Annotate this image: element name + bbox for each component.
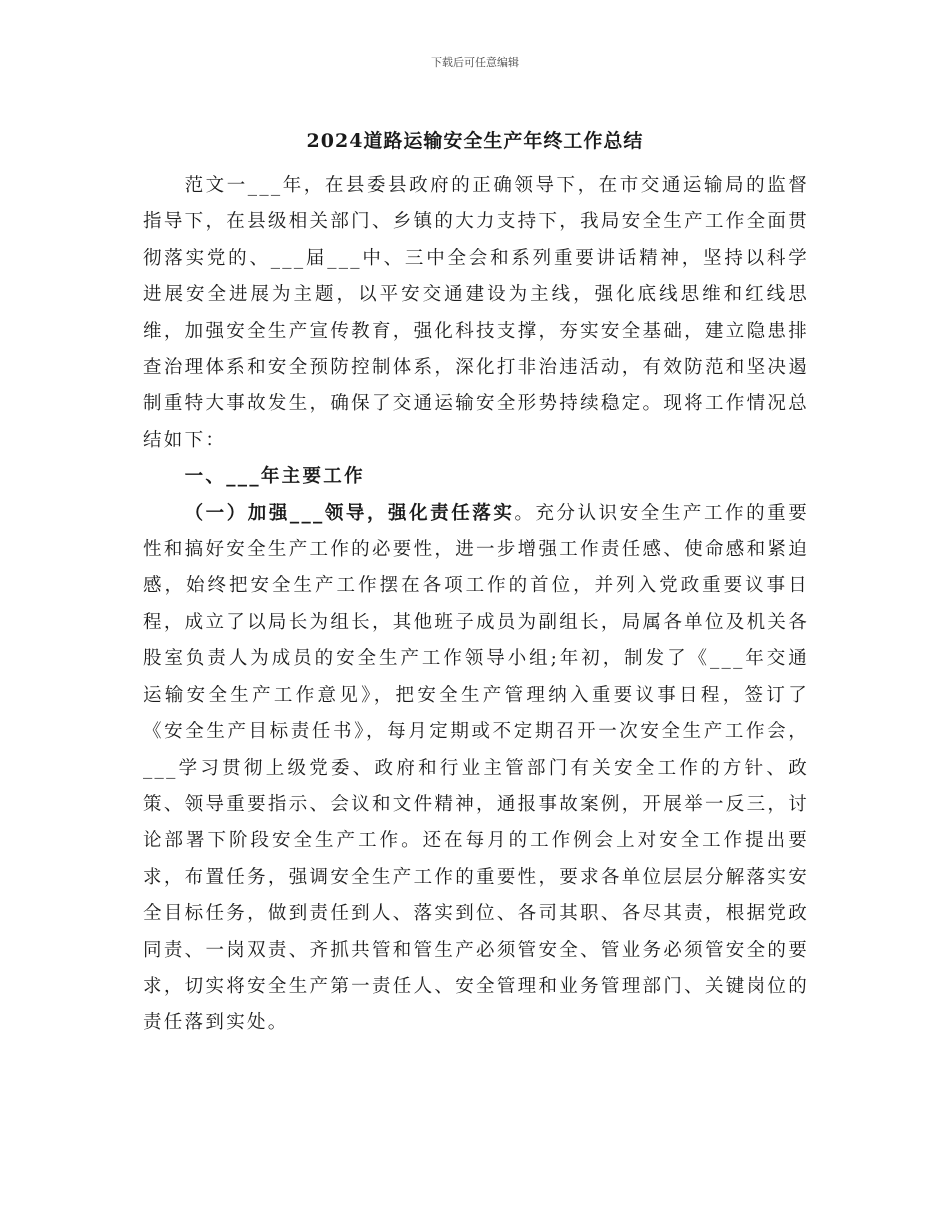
intro-paragraph: 范文一___年，在县委县政府的正确领导下，在市交通运输局的监督指导下，在县级相关部门、乡镇的大力支持下，我局安全生产工作全面贯彻落实党的、___届___中、三中全会和系列重要讲话精神，坚持以科学进展安全进展为主题，以平安交通建设为主线，强化底线思维和红线思维，加强安全生产宣传教育，强化科技支撑，夯实安全基础，建立隐患排查治理体系和安全预防控制体系，深化打非治违活动，有效防范和坚决遏制重特大事故发生，确保了交通运输安全形势持续稳定。现将工作情况总结如下： bbox=[143, 175, 809, 451]
subsection-text: 。充分认识安全生产工作的重要性和搞好安全生产工作的必要性，进一步增强工作责任感、使命感和紧迫感，始终把安全生产工作摆在各项工作的首位，并列入党政重要议事日程，成立了以局长为组长，其他班子成员为副组长，局属各单位及机关各股室负责人为成员的安全生产工作领导小组;年初，制发了《___年交通运输安全生产工作意见》，把安全生产管理纳入重要议事日程，签订了《安全生产目标责任书》，每月定期或不定期召开一次安全生产工作会，___学习贯彻上级党委、政府和行业主管部门有关安全工作的方针、政策、领导重要指示、会议和文件精神，通报事故案例，开展举一反三，讨论部署下阶段安全生产工作。还在每月的工作例会上对安全工作提出要求，布置任务，强调安全生产工作的重要性，要求各单位层层分解落实安全目标任务，做到责任到人、落实到位、各司其职、各尽其责，根据党政同责、一岗双责、齐抓共管和管生产必须管安全、管业务必须管安全的要求，切实将安全生产第一责任人、安全管理和业务管理部门、关键岗位的责任落到实处。 bbox=[143, 502, 810, 1034]
document-title: 2024道路运输安全生产年终工作总结 bbox=[306, 130, 644, 152]
section-heading: 一、___年主要工作 bbox=[184, 466, 365, 488]
subsection-lead: （一）加强___领导，强化责任落实 bbox=[184, 502, 515, 524]
page-header-note: 下载后可任意编辑 bbox=[431, 56, 519, 69]
subsection-paragraph bbox=[143, 496, 809, 1042]
document-body bbox=[143, 168, 809, 1042]
